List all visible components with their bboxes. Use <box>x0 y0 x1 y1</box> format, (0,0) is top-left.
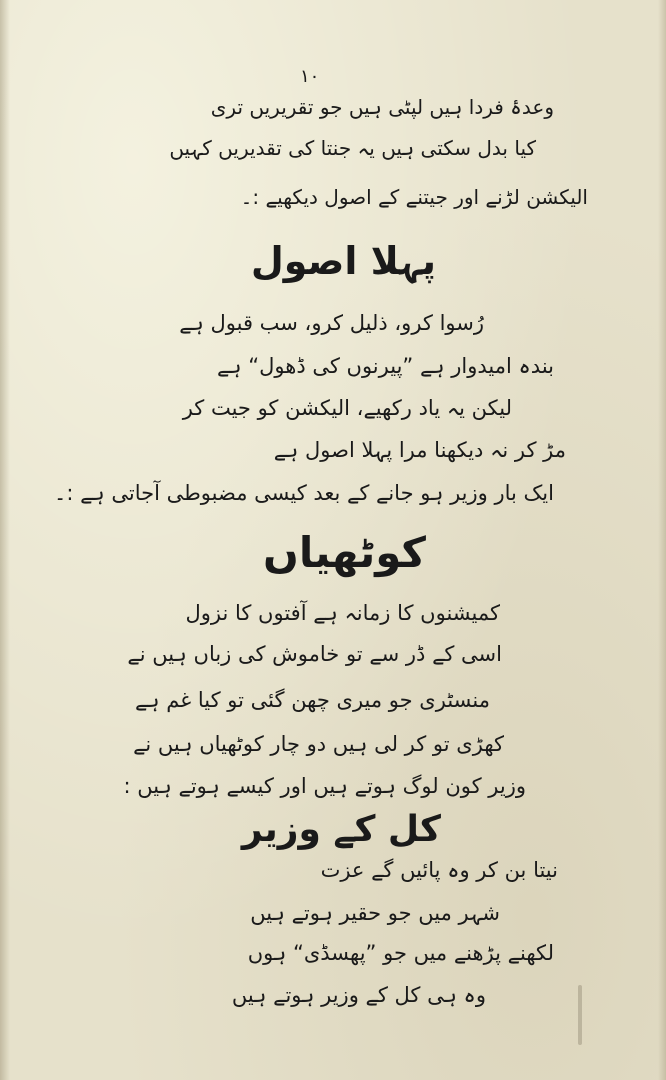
section-3-line-1: نیتا بن کر وہ پائیں گے عزت <box>320 858 558 882</box>
intro-line-3: الیکشن لڑنے اور جیتنے کے اصول دیکھیے :۔ <box>240 185 588 209</box>
section-1-line-2: بندہ امیدوار ہے ”پیرنوں کی ڈھول“ ہے <box>216 354 554 378</box>
intro-line-1: وعدۂ فردا ہیں لپٹی ہیں جو تقریریں تری <box>210 95 554 119</box>
page-shadow-right <box>658 0 666 1080</box>
section-3-line-3: لکھنے پڑھنے میں جو ”پھسڈی“ ہوں <box>247 941 554 965</box>
section-2-line-3: منسٹری جو میری چھن گئی تو کیا غم ہے <box>134 688 490 712</box>
section-2-line-5: وزیر کون لوگ ہوتے ہیں اور کیسے ہوتے ہیں : <box>123 774 526 798</box>
section-1-line-3: لیکن یہ یاد رکھیے، الیکشن کو جیت کر <box>182 396 512 420</box>
section-3-line-2: شہر میں جو حقیر ہوتے ہیں <box>250 901 500 925</box>
section-3-line-4: وہ ہی کل کے وزیر ہوتے ہیں <box>231 983 486 1007</box>
section-2-line-1: کمیشنوں کا زمانہ ہے آفتوں کا نزول <box>185 601 500 625</box>
section-2-line-4: کھڑی تو کر لی ہیں دو چار کوٹھیاں ہیں نے <box>133 732 504 756</box>
section-1-line-4: مڑ کر نہ دیکھنا مرا پہلا اصول ہے <box>273 438 566 462</box>
section-1-line-5: ایک بار وزیر ہو جانے کے بعد کیسی مضبوطی آجاتی ہے :۔ <box>54 481 554 505</box>
intro-line-2: کیا بدل سکتی ہیں یہ جنتا کی تقدیریں کہیں <box>169 136 536 160</box>
page-number: ۱۰ <box>300 66 320 87</box>
heading-pehla-usool: پہلا اصول <box>250 239 436 283</box>
page-shadow-left <box>0 0 10 1080</box>
heading-kothiyan: کوٹھیاں <box>262 528 426 577</box>
heading-kal-ke-wazir: کل کے وزیر <box>241 809 441 850</box>
section-1-line-1: رُسوا کرو، ذلیل کرو، سب قبول ہے <box>179 311 484 335</box>
margin-mark <box>578 985 582 1045</box>
section-2-line-2: اسی کے ڈر سے تو خاموش کی زباں ہیں نے <box>127 642 502 666</box>
